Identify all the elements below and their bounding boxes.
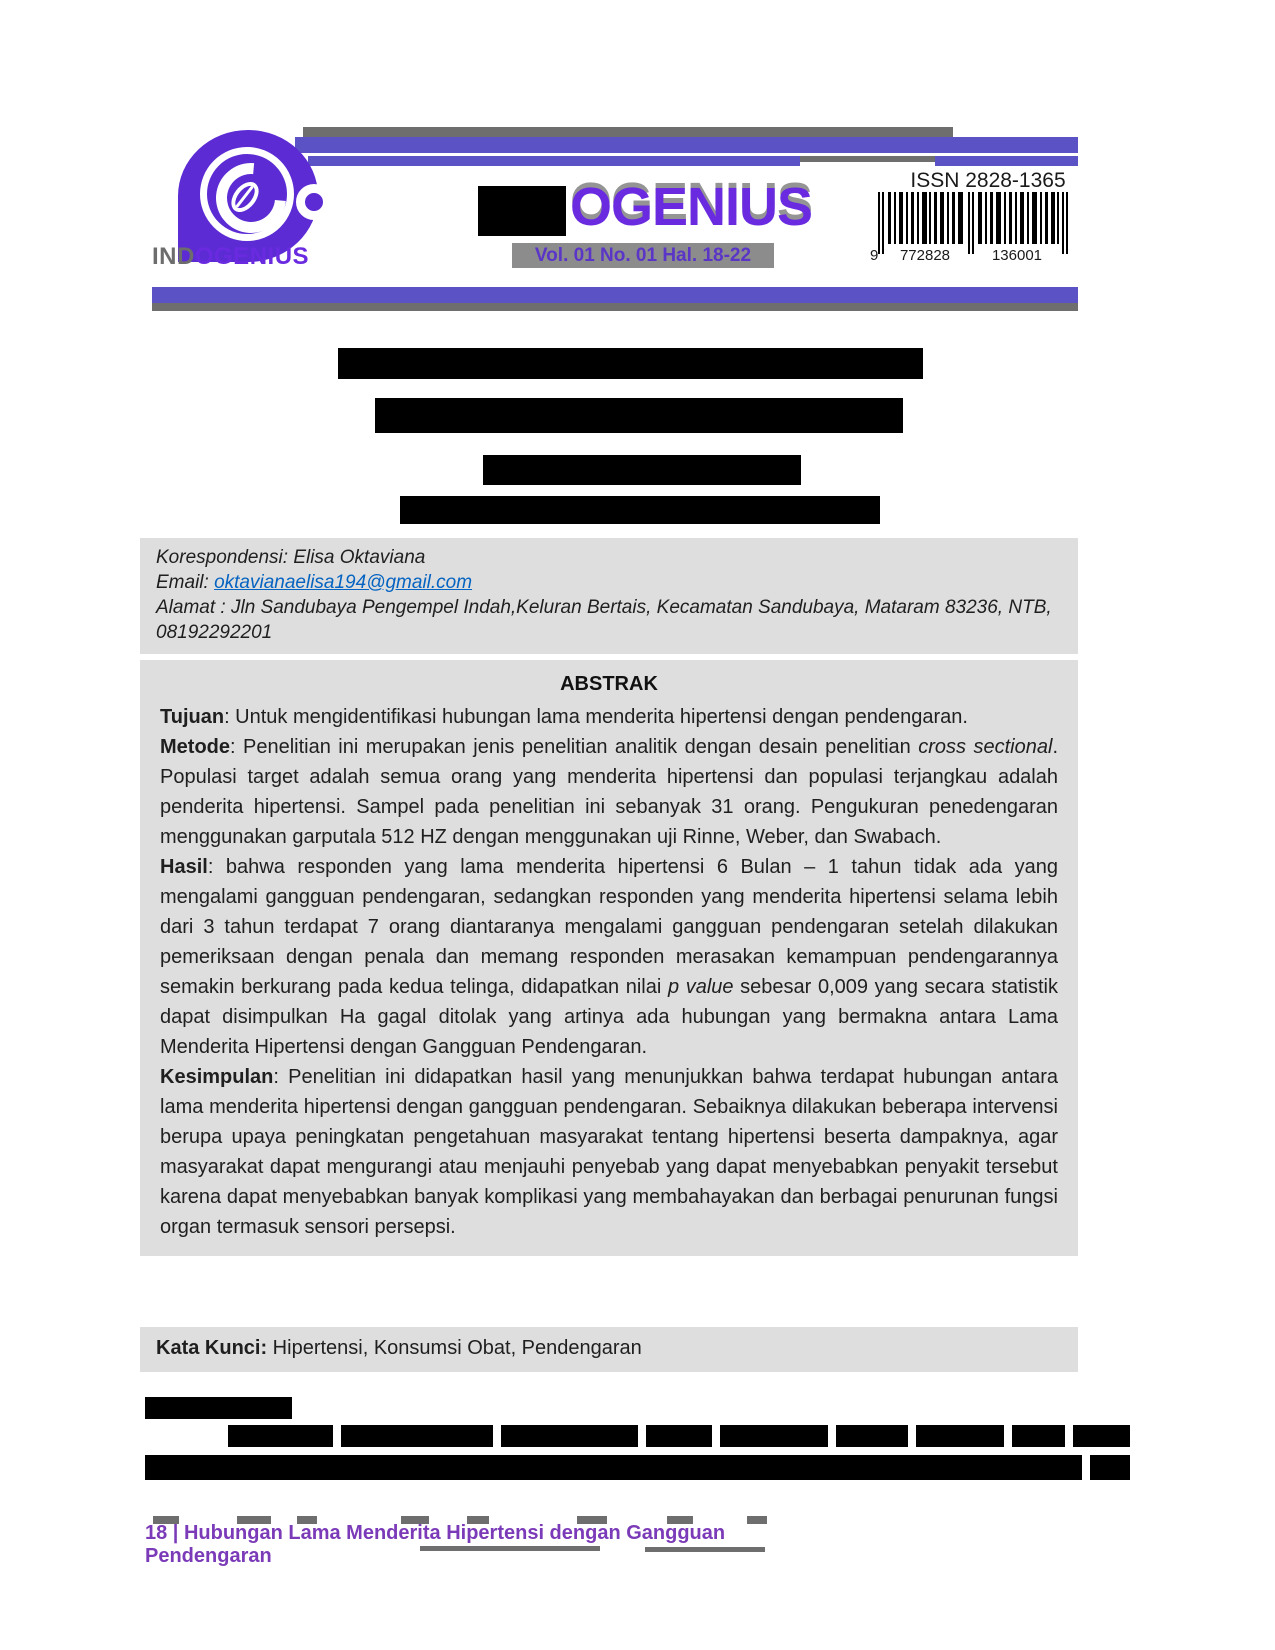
header-bar-purple-second-right <box>935 156 1078 166</box>
correspondence-name: Korespondensi: Elisa Oktaviana <box>156 547 426 568</box>
article-title-redaction-line2 <box>375 398 903 433</box>
hasil-label: Hasil <box>160 856 208 878</box>
intro-redaction-segment <box>501 1425 638 1447</box>
intro-redaction-segment <box>341 1425 493 1447</box>
correspondence-block <box>140 538 1078 654</box>
barcode-group2: 136001 <box>991 247 1043 264</box>
header-bar-gray-second <box>800 156 935 162</box>
abstract-block <box>140 660 1078 1256</box>
barcode-icon <box>868 192 1080 264</box>
correspondence-address: Alamat : Jln Sandubaya Pengempel Indah,Keluran Bertais, Kecamatan Sandubaya, Mataram 83236, NTB, 08192292201 <box>156 597 1052 643</box>
abstract-kesimpulan: Kesimpulan: Penelitian ini didapatkan hasil yang menunjukkan bahwa terdapat hubungan antara lama menderita hipertensi dengan gangguan pendengaran. Sebaiknya dilakukan beberapa intervensi berupa upaya peningkatan pengetahuan masyarakat tentang hipertensi beserta dampaknya, agar masyarakat dapat mengurangi atau menjauhi penyebab yang dapat menyebabkan penyakit tersebut karena dapat menyebabkan banyak komplikasi yang membahayakan dan berbagai penurunan fungsi organ termasuk sensori persepsi. <box>160 1066 1058 1238</box>
intro-redaction-segment <box>836 1425 908 1447</box>
email-link[interactable]: oktavianaelisa194@gmail.com <box>214 572 473 593</box>
page-footer <box>145 1516 845 1567</box>
barcode-prefix: 9 <box>870 247 879 264</box>
intro-redaction-segment <box>916 1425 1004 1447</box>
keywords-text: Hipertensi, Konsumsi Obat, Pendengaran <box>267 1337 642 1359</box>
abstract-tujuan: Tujuan: Untuk mengidentifikasi hubungan lama menderita hipertensi dengan pendengaran. <box>160 706 968 728</box>
logo-wordmark-purple: OGENIUS <box>194 243 310 270</box>
affiliation-redaction <box>400 496 880 524</box>
kesimpulan-label: Kesimpulan <box>160 1066 274 1088</box>
header-bar-purple-second <box>308 156 800 166</box>
intro-redaction-segment <box>1012 1425 1065 1447</box>
email-label: Email: <box>156 572 215 593</box>
masthead-redaction-bar <box>478 186 566 236</box>
intro-redaction-segment <box>720 1425 828 1447</box>
intro-redaction-segment <box>1073 1425 1130 1447</box>
issn-barcode <box>868 192 1080 264</box>
abstract-metode: Metode: Penelitian ini merupakan jenis penelitian analitik dengan desain penelitian cross sectional. Populasi target adalah semua orang yang menderita hipertensi dan populasi terjangkau adalah penderita hipertensi. Sampel pada penelitian ini sebanyak 31 orang. Pengukuran penedengaran menggunakan garputala 512 HZ dengan menggunakan uji Rinne, Weber, dan Swabach. <box>160 736 1058 848</box>
logo-wordmark-gray: IND <box>152 243 195 270</box>
article-title-redaction-line1 <box>338 348 923 379</box>
correspondence-email-line <box>156 570 1062 595</box>
logo-wordmark <box>152 243 352 271</box>
abstract-hasil: Hasil: bahwa responden yang lama menderita hipertensi 6 Bulan – 1 tahun tidak ada yang mengalami gangguan pendengaran, sedangkan responden yang menderita hipertensi selama lebih dari 3 tahun terdapat 7 orang diantaranya mengalami gangguan pendengaran setelah dilakukan pemeriksaan dengan penala dan memang responden merasakan kemampuan pendengarannya semakin berkurang pada kedua telinga, didapatkan nilai p value sebesar 0,009 yang secara statistik dapat disimpulkan Ha gagal ditolak yang artinya ada hubungan yang bermakna antara Lama Menderita Hipertensi dengan Gangguan Pendengaran. <box>160 856 1058 1058</box>
header-rule-purple <box>152 287 1078 303</box>
abstract-title: ABSTRAK <box>560 673 658 695</box>
metode-label: Metode <box>160 736 230 758</box>
authors-redaction <box>483 455 801 485</box>
intro-redaction-segment <box>646 1425 712 1447</box>
keywords-label: Kata Kunci: <box>156 1337 268 1359</box>
keywords-block <box>140 1327 1078 1372</box>
barcode-group1: 772828 <box>899 247 951 264</box>
section-heading-redaction <box>145 1397 292 1419</box>
header-bar-purple-top <box>295 137 1078 153</box>
volume-issue-line: Vol. 01 No. 01 Hal. 18-22 <box>512 243 774 268</box>
intro-redaction-line2-tail <box>1090 1455 1130 1480</box>
running-footer-text: 18 | Hubungan Lama Menderita Hipertensi dengan Gangguan Pendengaran <box>145 1522 726 1567</box>
tujuan-label: Tujuan <box>160 706 225 728</box>
intro-redaction-line2 <box>145 1455 1082 1480</box>
issn-label: ISSN 2828-1365 <box>910 169 1066 192</box>
header-rule-gray <box>152 303 1078 311</box>
logo-cup-handle-icon <box>296 184 332 220</box>
intro-redaction-segment <box>228 1425 333 1447</box>
journal-title: OGENIUS <box>570 177 813 237</box>
